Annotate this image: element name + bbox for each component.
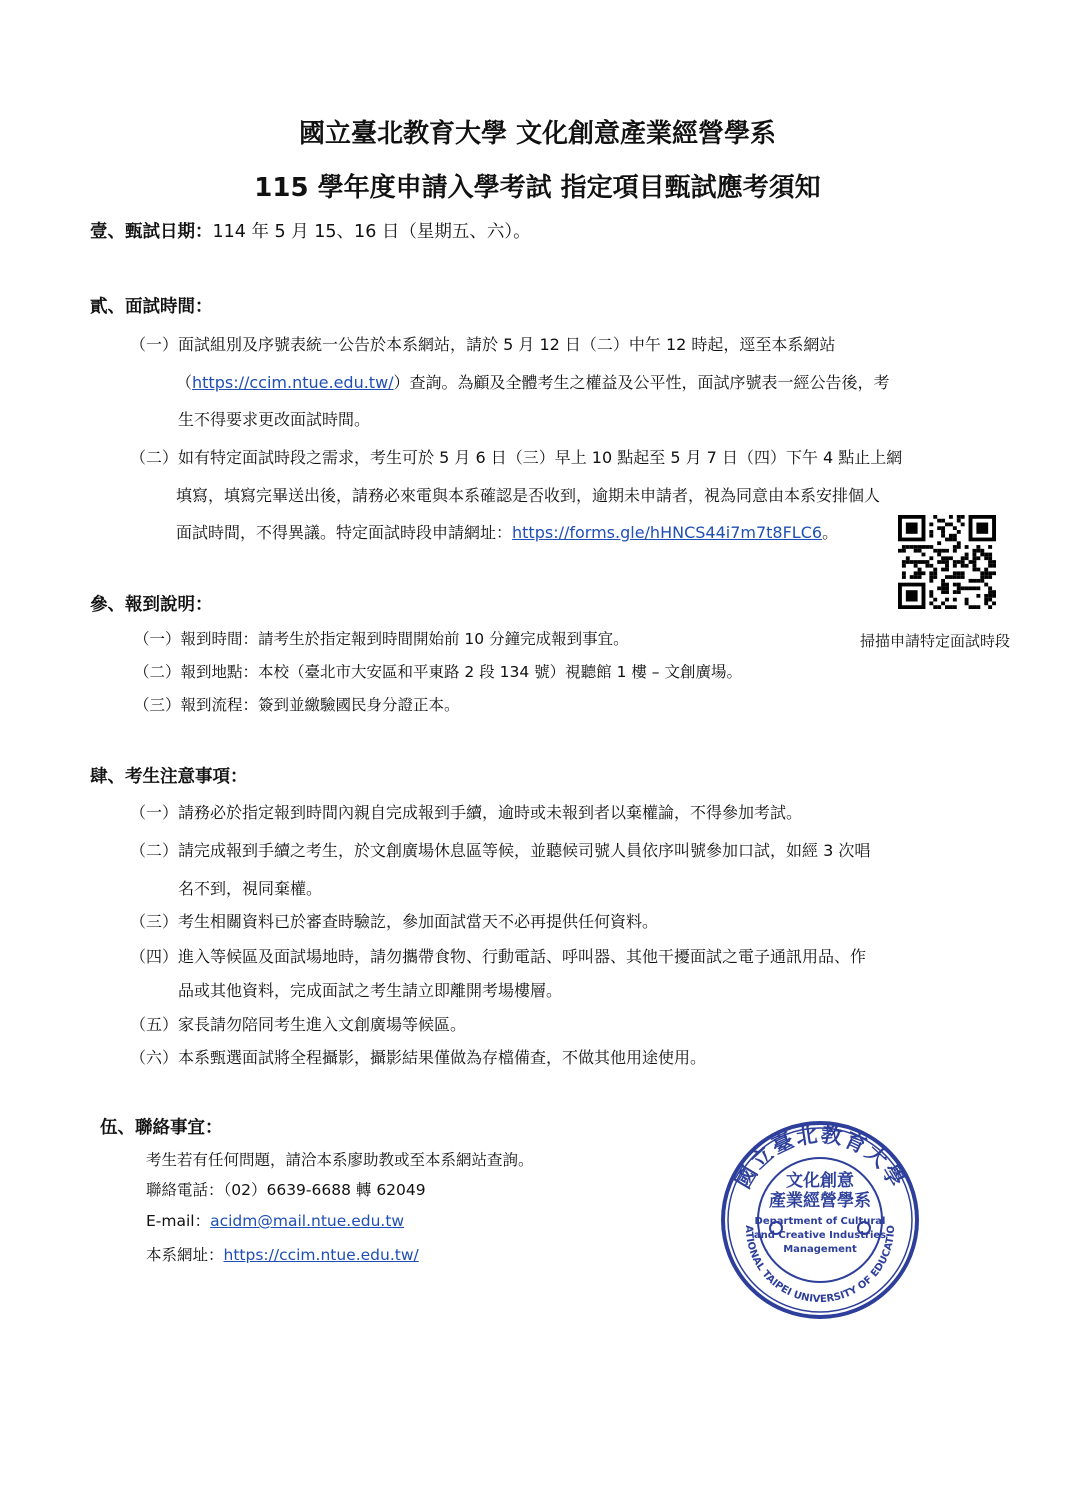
notes-item2-line2: 名不到，視同棄權。 bbox=[178, 879, 323, 898]
section-heading: 壹、甄試日期： bbox=[90, 222, 213, 242]
seal-ring-text: 國立臺北教育大學 bbox=[729, 1121, 911, 1193]
exam-date-text: 114 年 5 月 15、16 日（星期五、六）。 bbox=[212, 222, 531, 242]
interview-item2-line3 bbox=[176, 520, 838, 543]
notes-item5: （五）家長請勿陪同考生進入文創廣場等候區。 bbox=[130, 1015, 467, 1034]
contact-email bbox=[146, 1209, 404, 1231]
checkin-item3: （三）報到流程：簽到並繳驗國民身分證正本。 bbox=[134, 696, 460, 714]
special-slot-form-link[interactable]: https://forms.gle/hHNCS44i7m7t8FLC6 bbox=[512, 523, 823, 542]
website-link[interactable]: https://ccim.ntue.edu.tw/ bbox=[223, 1246, 419, 1264]
interview-item1-line2 bbox=[176, 370, 890, 393]
seal-inner-en-2: and Creative Industries bbox=[753, 1230, 887, 1241]
section-heading-notes: 肆、考生注意事項： bbox=[90, 767, 248, 787]
interview-item1-text: ）查詢。為顧及全體考生之權益及公平性，面試序號表一經公告後，考 bbox=[393, 373, 890, 392]
interview-item1-line3: 生不得要求更改面試時間。 bbox=[178, 410, 371, 429]
qr-code bbox=[898, 515, 996, 609]
department-website-link[interactable]: https://ccim.ntue.edu.tw/ bbox=[192, 373, 394, 392]
qr-caption: 掃描申請特定面試時段 bbox=[860, 632, 1011, 650]
interview-item2-line2: 填寫，填寫完畢送出後，請務必來電與本系確認是否收到，逾期未申請者，視為同意由本系安排個人 bbox=[176, 486, 881, 505]
notes-item4-line2: 品或其他資料，完成面試之考生請立即離開考場樓層。 bbox=[178, 981, 563, 1000]
page-title-line1: 國立臺北教育大學 文化創意產業經營學系 bbox=[298, 119, 777, 149]
website-label: 本系網址： bbox=[146, 1246, 224, 1264]
checkin-item2: （二）報到地點：本校（臺北市大安區和平東路 2 段 134 號）視聽館 1 樓 – 文創廣場。 bbox=[134, 663, 742, 681]
department-seal-icon bbox=[720, 1120, 920, 1320]
section-heading-contact: 伍、聯絡事宜： bbox=[100, 1118, 223, 1138]
notes-item6: （六）本系甄選面試將全程攝影，攝影結果僅做為存檔備查，不做其他用途使用。 bbox=[130, 1048, 707, 1067]
department-seal bbox=[720, 1120, 920, 1320]
contact-website bbox=[146, 1243, 419, 1265]
notes-item1: （一）請務必於指定報到時間內親自完成報到手續，逾時或未報到者以棄權論，不得參加考試。 bbox=[130, 803, 803, 822]
section-heading-interview-time: 貳、面試時間： bbox=[90, 297, 213, 317]
interview-item1-line1: （一）面試組別及序號表統一公告於本系網站，請於 5 月 12 日（二）中午 12 時起，逕至本系網站 bbox=[130, 335, 836, 354]
seal-inner-en-3: Management bbox=[783, 1244, 857, 1255]
period: 。 bbox=[822, 523, 839, 542]
contact-phone: 聯絡電話：（02）6639-6688 轉 62049 bbox=[146, 1181, 426, 1199]
seal-inner-en-1: Department of Cultural bbox=[754, 1216, 886, 1227]
paren-open: （ bbox=[176, 373, 193, 392]
email-label: E-mail： bbox=[146, 1212, 211, 1230]
section-heading-checkin: 參、報到說明： bbox=[90, 595, 213, 615]
page-title-line2: 115 學年度申請入學考試 指定項目甄試應考須知 bbox=[254, 173, 821, 203]
special-slot-text: 面試時間，不得異議。特定面試時段申請網址： bbox=[176, 523, 513, 542]
interview-item2-line1: （二）如有特定面試時段之需求，考生可於 5 月 6 日（三）早上 10 點起至 5 月 7 日（四）下午 4 點止上網 bbox=[130, 448, 903, 467]
seal-ring-english: ATIONAL TAIPEI UNIVERSITY OF EDUCATIO bbox=[742, 1225, 898, 1306]
notes-item3: （三）考生相關資料已於審查時驗訖，參加面試當天不必再提供任何資料。 bbox=[130, 912, 659, 931]
email-link[interactable]: acidm@mail.ntue.edu.tw bbox=[210, 1212, 405, 1230]
section-exam-date bbox=[90, 218, 531, 243]
notes-item4-line1: （四）進入等候區及面試場地時，請勿攜帶食物、行動電話、呼叫器、其他干擾面試之電子通訊用品、作 bbox=[130, 947, 867, 966]
contact-line1: 考生若有任何問題，請洽本系廖助教或至本系網站查詢。 bbox=[146, 1151, 534, 1169]
seal-inner-cn-2: 產業經營學系 bbox=[769, 1191, 871, 1211]
qr-code-icon bbox=[898, 515, 996, 609]
notes-item2-line1: （二）請完成報到手續之考生，於文創廣場休息區等候，並聽候司號人員依序叫號參加口試，如經 3 次唱 bbox=[130, 841, 871, 860]
seal-inner-cn-1: 文化創意 bbox=[786, 1171, 854, 1191]
checkin-item1: （一）報到時間：請考生於指定報到時間開始前 10 分鐘完成報到事宜。 bbox=[134, 630, 629, 648]
